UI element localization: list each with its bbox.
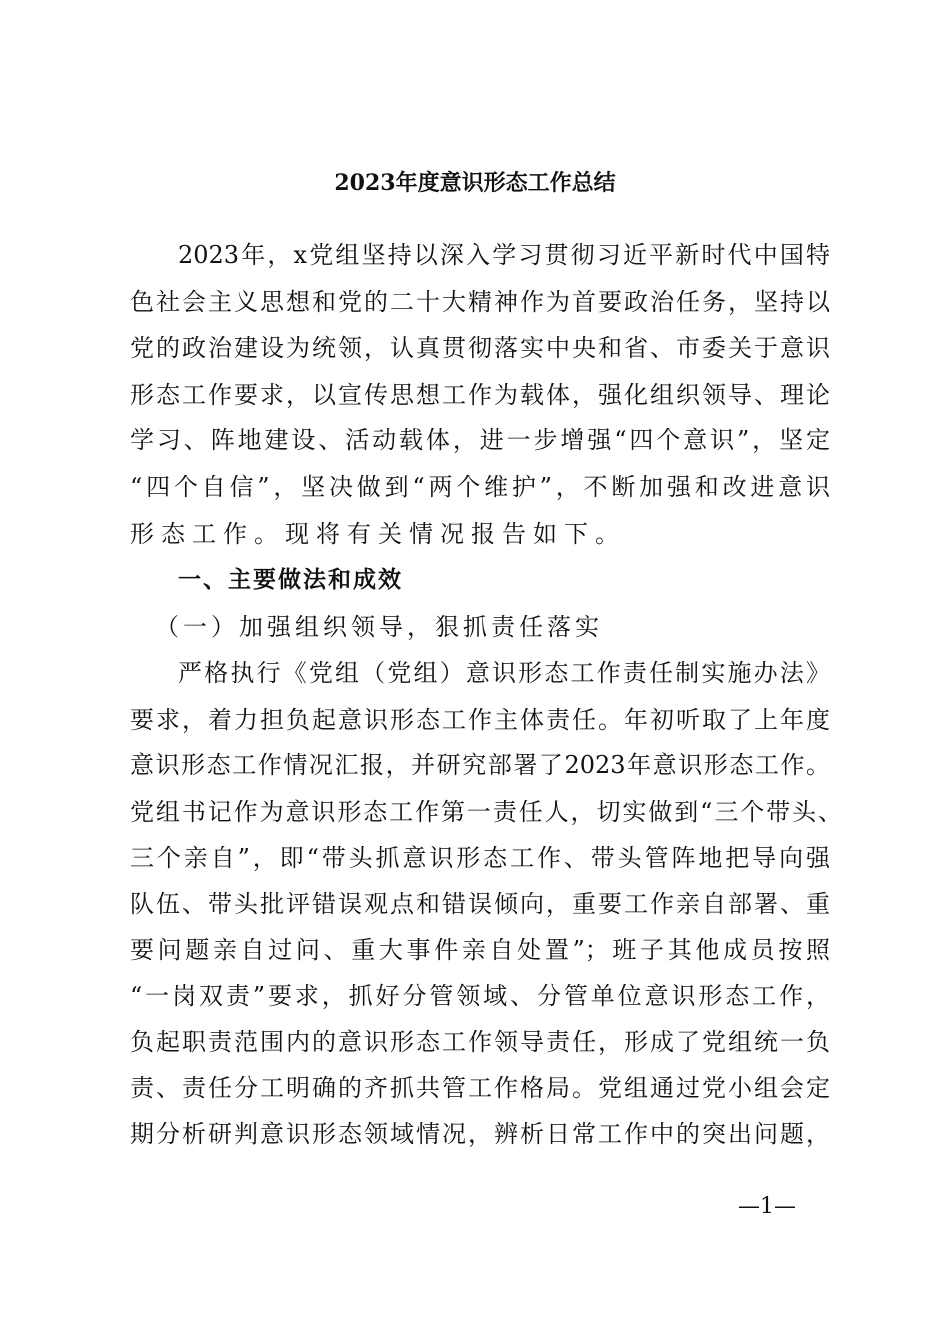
body-line: 要求，着力担负起意识形态工作主体责任。年初听取了上年度 — [130, 706, 830, 734]
intro-line: 色社会主义思想和党的二十大精神作为首要政治任务，坚持以 — [130, 288, 830, 316]
intro-line: 形态工作要求，以宣传思想工作为载体，强化组织领导、理论 — [130, 381, 830, 409]
body-line: 要问题亲自过问、重大事件亲自处置”；班子其他成员按照 — [130, 936, 830, 964]
body-line: 意识形态工作情况汇报，并研究部署了2023年意识形态工作。 — [130, 751, 830, 779]
subsection-heading: （一）加强组织领导，狠抓责任落实 — [155, 613, 603, 641]
document-title: 2023年度意识形态工作总结 — [334, 170, 616, 196]
body-line: “一岗双责”要求，抓好分管领域、分管单位意识形态工作， — [130, 982, 830, 1010]
intro-line: 形态工作。现将有关情况报告如下。 — [130, 520, 626, 548]
body-line: 期分析研判意识形态领域情况，辨析日常工作中的突出问题， — [130, 1120, 830, 1148]
body-line: 负起职责范围内的意识形态工作领导责任，形成了党组统一负 — [130, 1028, 830, 1056]
body-line: 党组书记作为意识形态工作第一责任人，切实做到“三个带头、 — [130, 798, 842, 826]
intro-line: 党的政治建设为统领，认真贯彻落实中央和省、市委关于意识 — [130, 334, 830, 362]
intro-line: 2023年，x党组坚持以深入学习贯彻习近平新时代中国特 — [178, 241, 830, 269]
intro-line: “四个自信”，坚决做到“两个维护”，不断加强和改进意识 — [130, 473, 830, 501]
section-heading: 一、主要做法和成效 — [178, 567, 403, 593]
body-line: 严格执行《党组（党组）意识形态工作责任制实施办法》 — [178, 659, 830, 687]
intro-line: 学习、阵地建设、活动载体，进一步增强“四个意识”，坚定 — [130, 426, 830, 454]
body-line: 三个亲自”，即“带头抓意识形态工作、带头管阵地把导向强 — [130, 844, 830, 872]
page-number: —1— — [738, 1194, 796, 1219]
body-line: 队伍、带头批评错误观点和错误倾向，重要工作亲自部署、重 — [130, 890, 830, 918]
body-line: 责、责任分工明确的齐抓共管工作格局。党组通过党小组会定 — [130, 1074, 830, 1102]
